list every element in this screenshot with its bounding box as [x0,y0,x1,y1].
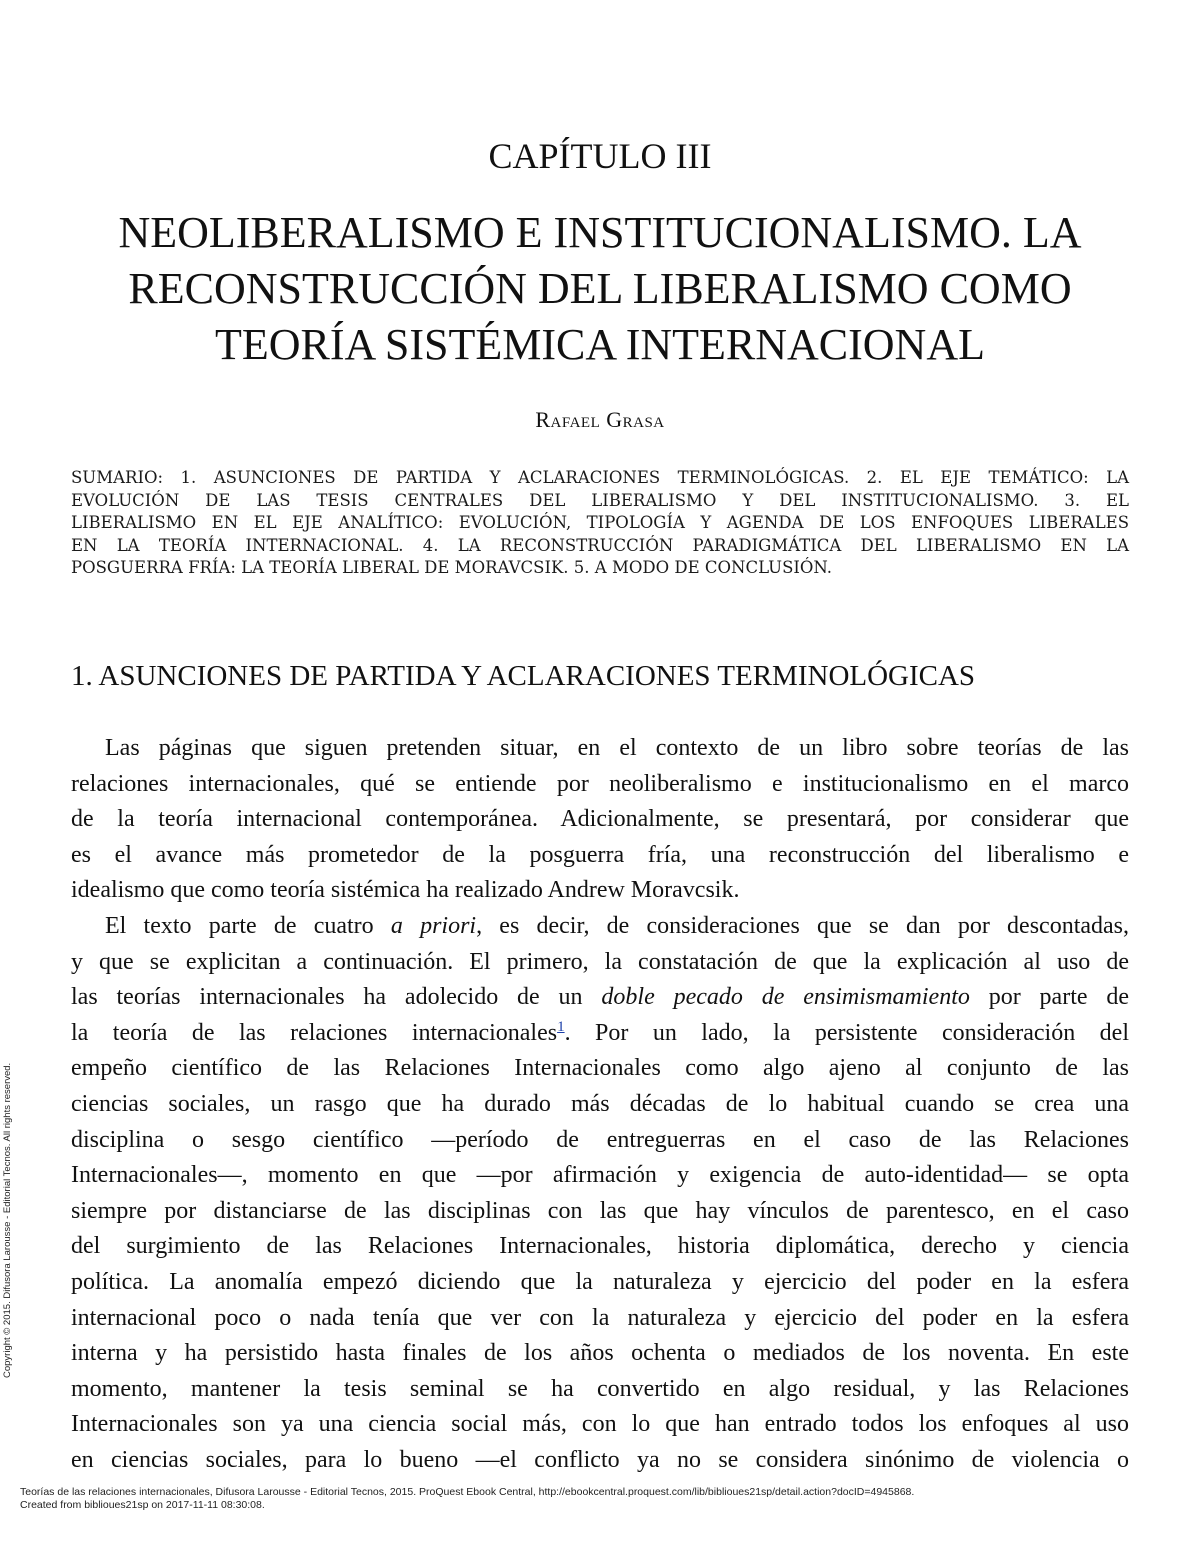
text-run: las teorías internacionales ha adolecido de un [71,984,602,1011]
chapter-title [60,205,1140,373]
paragraph-line: empeño científico de las Relaciones Internacionales como algo ajeno al conjunto de las [71,1055,1129,1082]
chapter-summary [71,467,1129,580]
italic-term: doble pecado de ensimismamiento [601,984,970,1011]
title-line: RECONSTRUCCIÓN DEL LIBERALISMO COMO [128,264,1072,313]
summary-line: SUMARIO: 1. ASUNCIONES DE PARTIDA Y ACLARACIONES TERMINOLÓGICAS. 2. EL EJE TEMÁTICO: LA [71,468,1129,487]
paragraph-line: y que se explicitan a continuación. El primero, la constatación de que la explicación al uso de [71,948,1129,975]
footer-created: Created from biblioues21sp on 2017-11-11 08:30:08. [20,1499,265,1511]
paragraph-line: política. La anomalía empezó diciendo que la naturaleza y ejercicio del poder en la esfera [71,1268,1129,1295]
text-run: por parte de [969,984,1130,1011]
text-run: . Por un lado, la persistente consideración del [564,1019,1129,1046]
summary-line: LIBERALISMO EN EL EJE ANALÍTICO: EVOLUCIÓN, TIPOLOGÍA Y AGENDA DE LOS ENFOQUES LIBERALES [71,513,1129,532]
paragraph-line: de la teoría internacional contemporánea. Adicionalmente, se presentará, por considerar que [71,806,1129,833]
paragraph-line: disciplina o sesgo científico —período de entreguerras en el caso de las Relaciones [71,1126,1129,1153]
italic-term: a priori [390,912,477,939]
paragraph-line: relaciones internacionales, qué se entiende por neoliberalismo e institucionalismo en el marco [71,770,1129,797]
footer-citation: Teorías de las relaciones internacionales, Difusora Larousse - Editorial Tecnos, 2015. ProQuest Ebook Central, http://ebookcentral.proquest.com/lib/biblioues21sp/detail.action?docID=4945868. [20,1486,915,1498]
body-text [71,731,1129,1478]
paragraph-line: del surgimiento de las Relaciones Internacionales, historia diplomática, derecho y ciencia [71,1233,1129,1260]
chapter-label: CAPÍTULO III [488,136,712,176]
paragraph-line: en ciencias sociales, para lo bueno —el conflicto ya no se considera sinónimo de violencia o [71,1446,1129,1473]
paragraph-line: es el avance más prometedor de la posguerra fría, una reconstrucción del liberalismo e [71,841,1129,868]
summary-line: POSGUERRA FRÍA: LA TEORÍA LIBERAL DE MORAVCSIK. 5. A MODO DE CONCLUSIÓN. [71,558,833,577]
paragraph-line: siempre por distanciarse de las disciplinas con las que hay vínculos de parentesco, en el caso [71,1197,1129,1224]
summary-line: EVOLUCIÓN DE LAS TESIS CENTRALES DEL LIBERALISMO Y DEL INSTITUCIONALISMO. 3. EL [71,490,1129,510]
paragraph-line: Internacionales son ya una ciencia social más, con lo que han entrado todos los enfoques al uso [71,1411,1129,1438]
footnote-link[interactable]: 1 [557,1018,565,1035]
author-name: Rafael Grasa [535,407,665,432]
paragraph-line: interna y ha persistido hasta finales de los años ochenta o mediados de los noventa. En este [71,1340,1129,1367]
page-footer [20,1486,1180,1512]
text-run: , es decir, de consideraciones que se dan por descontadas, [476,912,1130,939]
paragraph-line: idealismo que como teoría sistémica ha realizado Andrew Moravcsik. [71,877,740,904]
title-line: NEOLIBERALISMO E INSTITUCIONALISMO. LA [118,208,1082,257]
section-heading: 1. ASUNCIONES DE PARTIDA Y ACLARACIONES TERMINOLÓGICAS [71,660,976,692]
title-line: TEORÍA SISTÉMICA INTERNACIONAL [215,320,985,369]
paragraph-line: Las páginas que siguen pretenden situar, en el contexto de un libro sobre teorías de las [105,735,1129,761]
paragraph-line: Internacionales—, momento en que —por afirmación y exigencia de auto-identidad— se opta [71,1162,1129,1189]
text-run: la teoría de las relaciones internacionales [71,1019,558,1046]
paragraph-line: internacional poco o nada tenía que ver con la naturaleza y ejercicio del poder en la esfera [71,1304,1129,1331]
paragraph-line [71,909,1129,945]
summary-line: EN LA TEORÍA INTERNACIONAL. 4. LA RECONSTRUCCIÓN PARADIGMÁTICA DEL LIBERALISMO EN LA [71,535,1129,555]
paragraph-line: momento, mantener la tesis seminal se ha convertido en algo residual, y las Relaciones [71,1375,1129,1402]
paragraph-line: ciencias sociales, un rasgo que ha durado más décadas de lo habitual cuando se crea una [71,1090,1129,1117]
paragraph-line [71,1016,1129,1052]
text-run: El texto parte de cuatro [105,912,391,939]
copyright-sidebar: Copyright © 2015. Difusora Larousse - Editorial Tecnos. All rights reserved. [2,1062,13,1378]
paragraph-line [71,980,1129,1016]
